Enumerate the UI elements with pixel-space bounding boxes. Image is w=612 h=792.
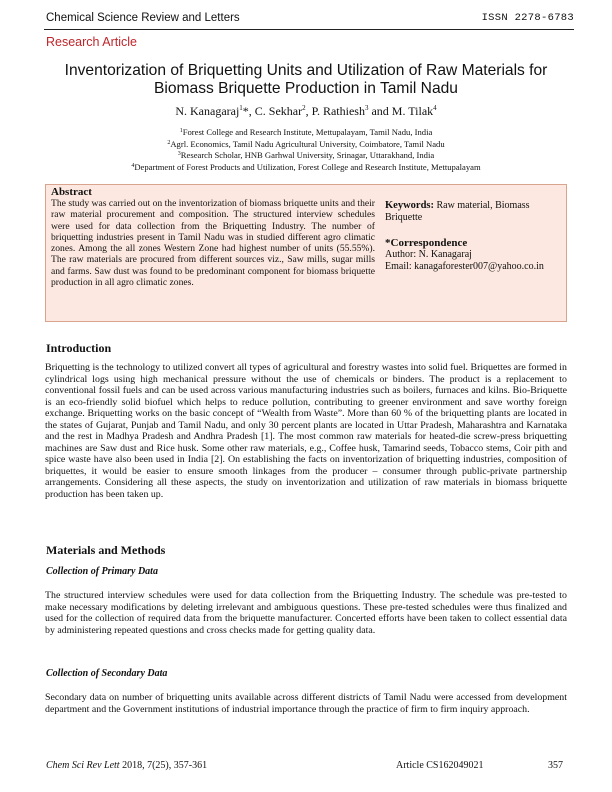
abstract-section: [51, 186, 375, 288]
keywords-label: Keywords:: [385, 200, 434, 211]
affil-mark: 3: [177, 151, 181, 158]
footer-citation: [46, 760, 207, 771]
footer-article-id: Article CS162049021: [396, 760, 484, 771]
affil-text: Forest College and Research Institute, Mettupalayam, Tamil Nadu, India: [182, 127, 433, 137]
author-name: C. Sekhar: [254, 104, 303, 118]
author-name: N. Kanagaraj: [175, 104, 240, 118]
correspondence-label: *Correspondence: [385, 237, 468, 249]
author-affil-mark: 2: [302, 104, 306, 112]
abstract-sidebar: [385, 200, 565, 273]
methods-heading: Materials and Methods: [46, 543, 166, 557]
author-affil-mark: 3: [364, 104, 369, 112]
introduction-heading: Introduction: [46, 341, 112, 355]
secondary-data-text: Secondary data on number of briquetting units available across different districts of Tamil Nadu were accessed from development department and the Government institutions of industrial importance through the practice of firm to firm inquiry approach.: [45, 692, 567, 715]
affiliations: [40, 126, 572, 172]
author-name: P. Rathiesh: [311, 104, 365, 118]
secondary-data-heading: Collection of Secondary Data: [46, 668, 168, 679]
keywords-text: Raw material, Biomass Briquette: [385, 200, 530, 223]
paper-title: Inventorization of Briquetting Units and Utilization of Raw Materials for Biomass Briquette Production in Tamil Nadu: [64, 62, 548, 97]
page-number: 357: [548, 760, 563, 771]
affil-mark: 1: [179, 128, 183, 134]
affiliation-line: [40, 161, 572, 173]
affil-mark: 2: [167, 139, 171, 146]
keywords: [385, 200, 565, 224]
correspondence-author: Author: N. Kanagaraj: [385, 249, 472, 260]
author-separator: ,: [305, 104, 312, 118]
affil-text: Research Scholar, HNB Garhwal University, Srinagar, Uttarakhand, India: [180, 150, 435, 161]
abstract-heading: Abstract: [51, 186, 92, 198]
introduction-text: Briquetting is the technology to utilized convert all types of agricultural and forestry wastes into solid fuel. Briquettes are formed in cylindrical logs using high mechanical pressure without the use of chemicals or binders. The product is a replacement to conventional fossil fuels and can be used across various manufacturing industries such as boilers, furnaces and kilns. Bio-Briquette is an eco-friendly solid biofuel which helps to reduce pollution, contributing to greener environment and save worthy foreign exchange. Briquetting works on the basic concept of “Wealth from Waste”. More than 60 % of the briquetting plants are located in the states of Gujarat, Punjab and Tamil Nadu, and only 30 percent plants are located in Uttar Pradesh, Maharashtra and Karnataka and the rest in Madhya Pradesh and Andhra Pradesh [1]. The most common raw materials for heated-die screw-press briquetting machines are Saw dust and Rice husk. Some other raw materials, e.g., Coffee husk, Tamarind seeds, Tobacco stems, Coir pith and spice waste have also been used in India [2]. On establishing the facts on inventorization of briquetting industries, composition of briquettes, it would be easier to ensure smooth linkages from the producer – consumer through public-private partnership arrangements. Considering all these aspects, the study on inventorization and utilization of raw materials in biomass briquette production has been taken up.: [45, 362, 567, 500]
journal-name: Chemical Science Review and Letters: [46, 12, 240, 24]
author-separator: *,: [242, 104, 255, 118]
primary-data-heading: Collection of Primary Data: [46, 566, 158, 577]
header-divider: [44, 29, 574, 30]
author-separator: and: [368, 104, 392, 118]
author-affil-mark: 4: [433, 104, 437, 112]
author-affil-mark: 1: [239, 104, 243, 112]
affil-mark: 4: [131, 162, 135, 169]
correspondence-email[interactable]: Email: kanagaforester007@yahoo.co.in: [385, 261, 544, 272]
abstract-text: The study was carried out on the inventorization of biomass briquette units and their raw material procurement and composition. The structured interview schedules were used for data collection from the Briquetting Industry. The number of briquetting industries present in Tamil Nadu was in studied different agro climatic zones. Among the all zones Western Zone had highest number of units (55.55%). The raw materials are procured from different sources viz., Saw mills, sugar mills and farms. Saw dust was found to be predominant component for biomass briquette production in all agro climatic zones.: [51, 198, 375, 289]
author-name: M. Tilak: [391, 104, 434, 118]
affil-text: Department of Forest Products and Utilization, Forest College and Research Institute, Mettupalayam: [134, 161, 481, 172]
affil-text: Agrl. Economics, Tamil Nadu Agricultural University, Coimbatore, Tamil Nadu: [170, 138, 445, 149]
footer-volume: 2018, 7(25), 357-361: [119, 760, 208, 771]
affiliation-line: [40, 149, 572, 161]
article-type: Research Article: [46, 35, 138, 49]
primary-data-text: The structured interview schedules were used for data collection from the Briquetting Industry. The schedule was pre-tested to make necessary modifications by deleting irrelevant and ambiguous questions. These pre-tested schedules were thus finalized and used for the collection of required data from the briquette manufacturer. Concerted efforts have been taken to collect essential data by administering repeated questions and cross checks made for getting quality data.: [45, 590, 567, 636]
affiliation-line: [40, 126, 572, 138]
author-list: [40, 104, 572, 119]
footer-journal-abbrev: Chem Sci Rev Lett: [46, 760, 120, 771]
affiliation-line: [40, 138, 572, 150]
issn: ISSN 2278-6783: [481, 12, 574, 24]
